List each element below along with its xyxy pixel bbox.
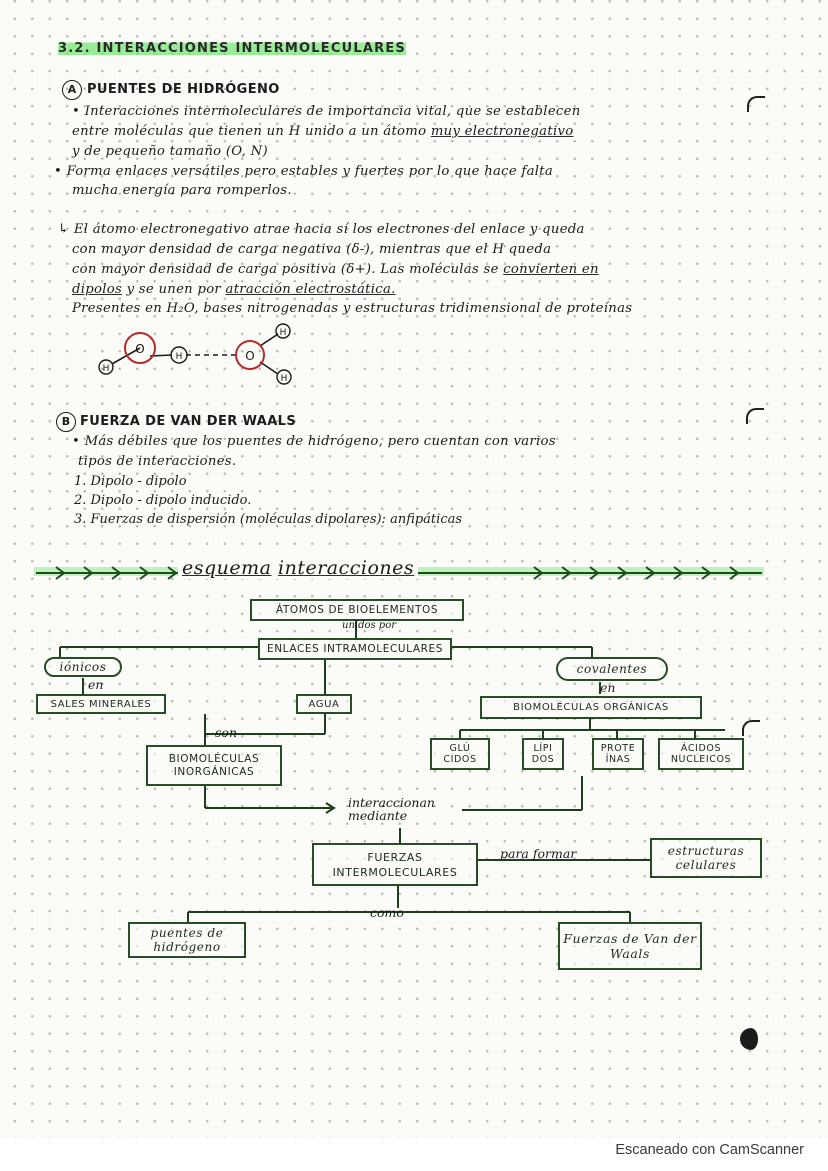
explanation-line-1: ↳ El átomo electronegativo atrae hacia sí los electrones del enlace y queda — [58, 222, 585, 237]
section-a-line-5: mucha energía para romperlos. — [72, 183, 292, 198]
hydrogen-label: H — [279, 328, 287, 338]
node-agua: AGUA — [296, 694, 352, 714]
node-atomos-bioelementos: ÁTOMOS DE BIOELEMENTOS — [250, 599, 464, 621]
scanner-watermark: Escaneado con CamScanner — [615, 1142, 804, 1158]
node-lipidos: LÍPI DOS — [522, 738, 564, 770]
label-como: como — [370, 905, 404, 920]
section-b-line-1: • Más débiles que los puentes de hidrógeno, pero cuentan con varios — [72, 434, 556, 449]
explanation-line-2: con mayor densidad de carga negativa (δ-), mientras que el H queda — [72, 242, 552, 257]
node-proteinas: PROTE ÍNAS — [592, 738, 644, 770]
label-para-formar: para formar — [500, 846, 577, 861]
node-estructuras-celulares: estructuras celulares — [650, 838, 762, 878]
section-b-marker: B — [56, 412, 76, 432]
label-son: son — [215, 725, 237, 740]
section-b-line-2: tipos de interacciones. — [78, 454, 237, 469]
explanation-line-5: Presentes en H₂O, bases nitrogenadas y estructuras tridimensional de proteínas — [72, 301, 633, 316]
node-acidos-nucleicos: ÁCIDOS NUCLEICOS — [658, 738, 744, 770]
label-unidos-por: unidos por — [342, 620, 397, 631]
section-b-heading: FUERZA DE VAN DER WAALS — [80, 414, 297, 429]
node-fuerzas-intermoleculares: FUERZAS INTERMOLECULARES — [312, 843, 478, 886]
hydrogen-label: H — [102, 364, 110, 374]
section-a-line-3: y de pequeño tamaño (O, N) — [72, 144, 268, 159]
node-sales-minerales: SALES MINERALES — [36, 694, 166, 714]
hydrogen-label: H — [175, 352, 183, 362]
scan-corner-mark — [742, 720, 760, 736]
highlight-atraccion: atracción electrostática. — [225, 282, 396, 297]
label-interaccionan-mediante — [348, 796, 435, 822]
section-b-item-3: 3. Fuerzas de dispersión (moléculas dipolares): anfipáticas — [74, 512, 463, 527]
text-segment: y se unen por — [122, 282, 226, 297]
section-a-line-4: • Forma enlaces versátiles pero estables y fuertes por lo que hace falta — [54, 164, 554, 179]
label-en-covalentes: en — [600, 680, 616, 695]
node-fuerzas-van-der-waals: Fuerzas de Van der Waals — [558, 922, 702, 970]
highlight-electronegativo: muy electronegativo — [430, 124, 574, 139]
highlight-dipolos: dipolos — [72, 282, 123, 297]
text-segment: entre moléculas que tienen un H unido a un átomo — [72, 124, 431, 139]
scanner-footer — [0, 1138, 828, 1171]
scheme-title-word-1: esquema — [182, 557, 272, 579]
label-mediante: mediante — [348, 808, 408, 823]
highlight-convierten: convierten en — [503, 262, 599, 277]
node-biomoleculas-organicas: BIOMOLÉCULAS ORGÁNICAS — [480, 696, 702, 719]
node-enlaces-intramoleculares: ENLACES INTRAMOLECULARES — [258, 638, 452, 660]
hydrogen-label: H — [280, 374, 288, 384]
node-covalentes: covalentes — [556, 657, 668, 681]
scheme-title-word-2: interacciones — [278, 557, 415, 579]
node-ionicos: iónicos — [44, 657, 122, 677]
oxygen-label-1: O — [135, 342, 145, 356]
text-segment: con mayor densidad de carga positiva (δ+). Las moléculas se — [72, 262, 504, 277]
oxygen-label-2: O — [245, 349, 255, 363]
section-a-heading: PUENTES DE HIDRÓGENO — [87, 82, 280, 97]
label-interaccionan: interaccionan — [348, 795, 435, 810]
node-puentes-hidrogeno: puentes de hidrógeno — [128, 922, 246, 958]
section-a-line-1: • Interacciones intermoleculares de importancia vital, que se establecen — [72, 104, 581, 119]
section-a-marker: A — [62, 80, 82, 100]
page-title: 3.2. INTERACCIONES INTERMOLECULARES — [58, 41, 406, 56]
node-glucidos: GLÚ CIDOS — [430, 738, 490, 770]
section-b-item-1: 1. Dipolo - dipolo — [74, 474, 187, 489]
label-en-ionicos: en — [88, 677, 104, 692]
scan-registration-mark — [740, 1028, 762, 1050]
section-b-item-2: 2. Dipolo - dipolo inducido. — [74, 493, 252, 508]
node-biomoleculas-inorganicas: BIOMOLÉCULAS INORGÁNICAS — [146, 745, 282, 786]
